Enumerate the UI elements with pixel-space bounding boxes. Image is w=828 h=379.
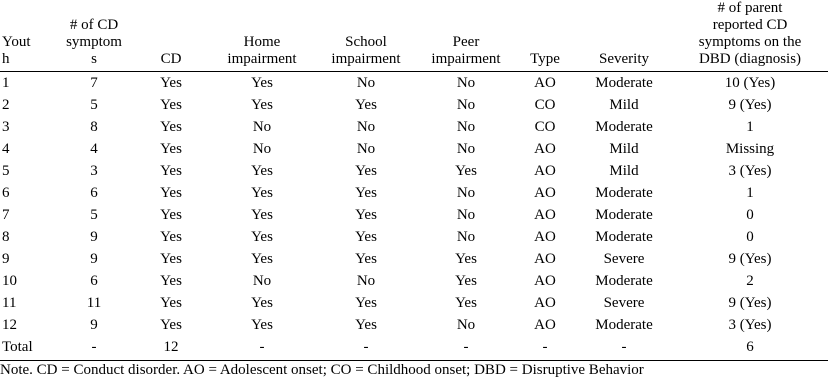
cell-peer-impairment: - [463,339,469,355]
cell-home-impairment: Yes [251,97,273,113]
cell-parent-reported: 0 [746,229,754,245]
cell-home-impairment: Yes [251,163,273,179]
cell-youth: 9 [2,251,10,267]
cell-youth: 4 [2,141,10,157]
table-row [0,270,828,292]
cell-peer-impairment: No [456,97,476,113]
cell-severity: - [621,339,627,355]
cell-type: AO [534,273,556,289]
header-cd-symptoms: # of CD symptom s [66,17,122,67]
cell-type: AO [534,163,556,179]
cell-severity: Mild [609,97,639,113]
cell-youth: 6 [2,185,10,201]
header-parent-reported: # of parent reported CD symptoms on the DBD (diagnosis) [698,0,802,67]
header-cd: CD [160,51,182,67]
table-row [0,204,828,226]
cell-severity: Moderate [595,229,653,245]
cell-cd: 12 [163,339,179,355]
cell-home-impairment: Yes [251,229,273,245]
cell-type: AO [534,141,556,157]
cell-parent-reported: 9 (Yes) [728,251,772,267]
cell-cd: Yes [160,163,182,179]
cell-youth: 2 [2,97,10,113]
cell-parent-reported: 3 (Yes) [728,163,772,179]
cell-cd: Yes [160,141,182,157]
cell-school-impairment: Yes [355,295,377,311]
cell-cd: Yes [160,207,182,223]
cell-peer-impairment: Yes [455,163,477,179]
cell-home-impairment: Yes [251,207,273,223]
table-row [0,138,828,160]
cell-parent-reported: 9 (Yes) [728,97,772,113]
table-note: Note. CD = Conduct disorder. AO = Adolescent onset; CO = Childhood onset; DBD = Disruptive Behavior [0,362,644,378]
cell-home-impairment: No [252,119,272,135]
cell-severity: Moderate [595,273,653,289]
cell-youth: 10 [2,273,17,289]
cell-cd-symptoms: 6 [90,185,98,201]
cell-youth: 12 [2,317,17,333]
cell-parent-reported: 10 (Yes) [724,75,776,91]
cell-cd: Yes [160,251,182,267]
cell-cd-symptoms: 8 [90,119,98,135]
cell-school-impairment: No [356,141,376,157]
cell-school-impairment: Yes [355,229,377,245]
table-row [0,226,828,248]
cell-severity: Moderate [595,317,653,333]
cell-severity: Moderate [595,75,653,91]
cell-cd: Yes [160,273,182,289]
table-row [0,248,828,270]
cell-peer-impairment: No [456,119,476,135]
cell-severity: Moderate [595,207,653,223]
cell-cd: Yes [160,185,182,201]
cell-type: AO [534,295,556,311]
cell-cd: Yes [160,97,182,113]
cell-youth: 8 [2,229,10,245]
cell-cd-symptoms: 9 [90,229,98,245]
cell-peer-impairment: No [456,317,476,333]
table-row [0,72,828,94]
cell-youth: 5 [2,163,10,179]
table-row [0,292,828,314]
cell-peer-impairment: No [456,141,476,157]
cell-school-impairment: - [363,339,369,355]
cell-parent-reported: 9 (Yes) [728,295,772,311]
cell-type: AO [534,185,556,201]
header-severity: Severity [599,51,649,67]
cell-home-impairment: Yes [251,251,273,267]
cell-cd-symptoms: 4 [90,141,98,157]
cell-school-impairment: Yes [355,185,377,201]
cell-cd-symptoms: 11 [86,295,102,311]
cell-type: AO [534,251,556,267]
header-peer-impairment: Peer impairment [431,34,501,67]
cell-parent-reported: 3 (Yes) [728,317,772,333]
cell-type: AO [534,207,556,223]
cell-home-impairment: Yes [251,75,273,91]
cell-cd-symptoms: 9 [90,317,98,333]
cell-home-impairment: Yes [251,295,273,311]
cell-peer-impairment: No [456,207,476,223]
cell-type: AO [534,229,556,245]
header-home-impairment: Home impairment [227,34,297,67]
table-row [0,160,828,182]
cell-cd-symptoms: 5 [90,97,98,113]
cell-parent-reported: 2 [746,273,754,289]
cell-school-impairment: Yes [355,317,377,333]
header-youth: Yout h [2,34,31,67]
cell-cd-symptoms: 7 [90,75,98,91]
cell-severity: Severe [603,295,645,311]
cell-peer-impairment: Yes [455,295,477,311]
cell-school-impairment: No [356,273,376,289]
cell-school-impairment: Yes [355,207,377,223]
cell-type: CO [534,97,556,113]
cell-cd-symptoms: 6 [90,273,98,289]
cell-school-impairment: Yes [355,163,377,179]
cell-peer-impairment: Yes [455,273,477,289]
cell-home-impairment: - [259,339,265,355]
table-row [0,182,828,204]
cell-peer-impairment: No [456,185,476,201]
cell-severity: Mild [609,141,639,157]
cell-school-impairment: Yes [355,97,377,113]
cell-parent-reported: 6 [746,339,754,355]
table-row [0,94,828,116]
cell-cd: Yes [160,295,182,311]
header-school-impairment: School impairment [331,34,401,67]
cell-cd: Yes [160,229,182,245]
cell-peer-impairment: No [456,75,476,91]
cell-severity: Moderate [595,119,653,135]
table-row [0,116,828,138]
cell-home-impairment: No [252,273,272,289]
cell-cd-symptoms: 9 [90,251,98,267]
cell-school-impairment: No [356,119,376,135]
table-row-total [0,336,828,358]
cell-youth: 7 [2,207,10,223]
cell-parent-reported: 0 [746,207,754,223]
cell-school-impairment: No [356,75,376,91]
cell-cd-symptoms: 5 [90,207,98,223]
cell-type: AO [534,317,556,333]
cell-type: CO [534,119,556,135]
cell-youth: 11 [2,295,17,311]
cell-cd: Yes [160,119,182,135]
cell-type: AO [534,75,556,91]
cell-school-impairment: Yes [355,251,377,267]
cell-severity: Moderate [595,185,653,201]
cell-youth: Total [2,339,33,355]
cell-parent-reported: 1 [746,185,754,201]
cell-peer-impairment: Yes [455,251,477,267]
cell-cd: Yes [160,317,182,333]
cell-severity: Mild [609,163,639,179]
cell-parent-reported: Missing [725,141,775,157]
cell-cd: Yes [160,75,182,91]
cell-parent-reported: 1 [746,119,754,135]
cell-home-impairment: No [252,141,272,157]
cell-home-impairment: Yes [251,317,273,333]
cell-home-impairment: Yes [251,185,273,201]
cell-cd-symptoms: 3 [90,163,98,179]
cell-type: - [542,339,548,355]
cell-peer-impairment: No [456,229,476,245]
table-header [0,0,828,70]
table-row [0,314,828,336]
header-type: Type [530,51,560,67]
cell-cd-symptoms: - [91,339,97,355]
cell-severity: Severe [603,251,645,267]
cell-youth: 1 [2,75,10,91]
cell-youth: 3 [2,119,10,135]
